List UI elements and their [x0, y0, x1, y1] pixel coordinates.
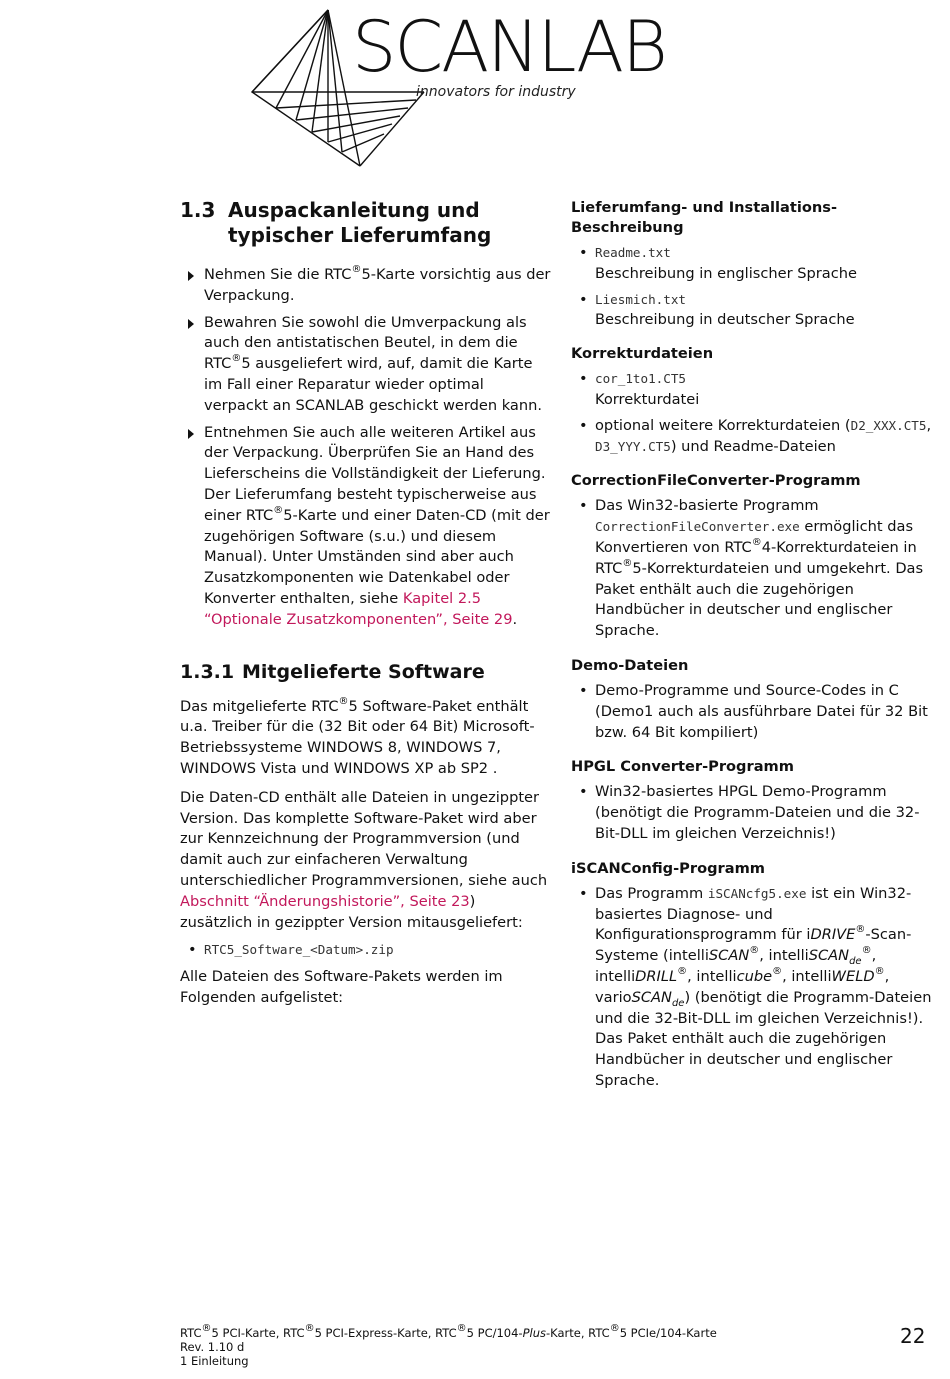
- heading-demo: Demo-Dateien: [571, 656, 689, 674]
- step-arrow-icon: [188, 271, 194, 281]
- list-item: • Das Win32-basierte Programm CorrectionFileConverter.exe ermöglicht das Konvertieren von RTC®4-Korrekturdateien in RTC®5-Korrekturdateien und umgekehrt. Das Paket enthält auch die zugehörigen Handbücher in deutscher und englischer Sprache.: [579, 497, 924, 640]
- section-heading: [180, 198, 552, 248]
- subsection-heading: [180, 660, 552, 684]
- step-arrow-icon: [188, 429, 194, 439]
- subsection-title: Mitgelieferte Software: [242, 660, 485, 683]
- left-column: [180, 198, 552, 1009]
- paragraph: Das mitgelieferte RTC®5 Software-Paket enthält u.a. Treiber für die (32 Bit oder 64 Bit) Microsoft-Betriebssysteme WINDOWS 8, WINDOWS 7, WINDOWS Vista und WINDOWS XP ab SP2 .: [180, 695, 535, 777]
- filename: Readme.txt: [595, 245, 671, 260]
- logo-tagline: innovators for industry: [416, 84, 576, 100]
- instruction-step: Entnehmen Sie auch alle weiteren Artikel aus der Verpackung. Überprüfen Sie an Hand des Lieferscheins die Vollständigkeit der Lieferung. Der Lieferumfang besteht typischerweise aus einer RTC®5-Karte und einer Daten-CD (mit der zugehörigen Software (s.u.) und diesem Manual). Unter Umständen sind aber auch Zusatzkomponenten wie Datenkabel oder Konverter enthalten, siehe Kapitel 2.5 “Optionale Zusatzkomponenten”, Seite 29.: [180, 423, 552, 631]
- section-title: Auspackanleitung und typischer Lieferumfang: [228, 198, 492, 247]
- list-item: • cor_1to1.CT5 Korrekturdatei: [579, 370, 700, 408]
- right-column: [571, 198, 939, 1092]
- scanlab-logo: [248, 8, 708, 168]
- footer-product-line: RTC®5 PCI-Karte, RTC®5 PCI-Express-Karte, RTC®5 PC/104-Plus-Karte, RTC®5 PCIe/104-Karte: [180, 1323, 717, 1340]
- zip-filename: RTC5_Software_<Datum>.zip: [204, 942, 394, 958]
- heading-iscanconfig: iSCANConfig-Programm: [571, 859, 766, 877]
- list-item: • optional weitere Korrekturdateien (D2_XXX.CT5, D3_YYY.CT5) und Readme-Dateien: [579, 416, 932, 455]
- heading-korrektur: Korrekturdateien: [571, 345, 714, 363]
- filename: Liesmich.txt: [595, 291, 686, 307]
- list-item: • Demo-Programme und Source-Codes in C (Demo1 auch als ausführbare Datei für 32 Bit bzw. 64 Bit kompiliert): [579, 681, 928, 741]
- history-link[interactable]: Abschnitt “Änderungshistorie”, Seite 23: [180, 892, 470, 910]
- instruction-step: Bewahren Sie sowohl die Umverpackung als auch den antistatischen Beutel, in dem die RTC®5 ausgeliefert wird, auf, damit die Karte im Fall einer Reparatur wieder optimal verpackt an SCANLAB geschickt werden kann.: [180, 313, 552, 417]
- footer-chapter: 1 Einleitung: [180, 1354, 249, 1368]
- list-item: • RTC5_Software_<Datum>.zip: [188, 941, 394, 959]
- subsection-number: 1.3.1: [180, 660, 235, 683]
- section-number: 1.3: [180, 198, 216, 222]
- paragraph: Die Daten-CD enthält alle Dateien in ungezippter Version. Das komplette Software-Paket wird aber zur Kennzeichnung der Programmversion (und damit auch zur einfacheren Verwaltung unterschiedlicher Programmversionen, siehe auch Abschnitt “Änderungshistorie”, Seite 23) zusätzlich in gezippter Version mitausgeliefert:: [180, 788, 548, 931]
- paragraph: Alle Dateien des Software-Pakets werden im Folgenden aufgelistet:: [180, 968, 503, 1006]
- list-item: • Win32-basiertes HPGL Demo-Programm (benötigt die Programm-Dateien und die 32-Bit-DLL im gleichen Verzeichnis!): [579, 783, 920, 842]
- heading-hpgl: HPGL Converter-Programm: [571, 758, 794, 776]
- list-item: • Das Programm iSCANcfg5.exe ist ein Win32-basiertes Diagnose- und Konfigurationsprogramm für iDRIVE®-Scan-Systeme (intelliSCAN®, intelliSCAN$_{de}$®, intelliDRILL®, intellicube®, intelliWELD®, varioSCAN$_{de}$) (benötigt die Programm-Dateien und die 32-Bit-DLL im gleichen Verzeichnis!). Das Paket enthält auch die zugehörigen Handbücher in deutscher und englischer Sprache.: [579, 884, 932, 1089]
- heading-cfc: CorrectionFileConverter-Programm: [571, 472, 861, 490]
- filename: cor_1to1.CT5: [595, 371, 686, 387]
- logo-wordmark: SCANLAB: [352, 6, 666, 88]
- instruction-step: Nehmen Sie die RTC®5-Karte vorsichtig aus der Verpackung.: [180, 265, 552, 307]
- list-item: • Readme.txt Beschreibung in englischer Sprache: [579, 244, 858, 282]
- page-footer: [180, 1323, 740, 1368]
- footer-revision: Rev. 1.10 d: [180, 1340, 245, 1354]
- list-item: • Liesmich.txt Beschreibung in deutscher Sprache: [579, 290, 855, 329]
- heading-lieferumfang: Lieferumfang- und Installations-Beschreibung: [571, 199, 838, 236]
- step-arrow-icon: [188, 319, 194, 329]
- page-number: 22: [900, 1324, 926, 1348]
- chapter-link[interactable]: Kapitel 2.5 “Optionale Zusatzkomponenten”, Seite 29: [204, 589, 513, 628]
